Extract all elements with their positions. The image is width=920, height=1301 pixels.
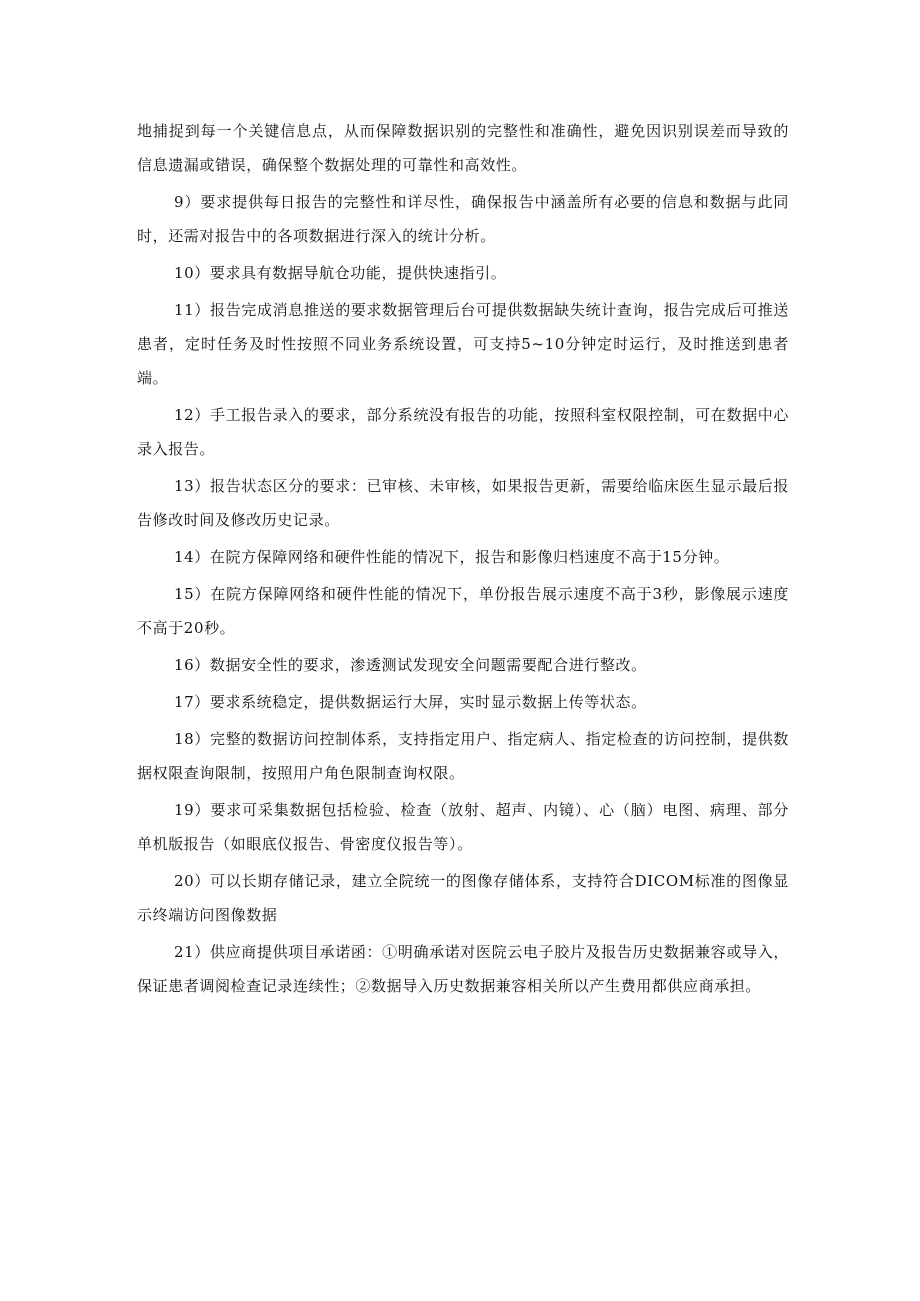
paragraph-item-14: 14）在院方保障网络和硬件性能的情况下，报告和影像归档速度不高于15分钟。 <box>174 548 730 566</box>
document-body <box>137 114 789 1003</box>
paragraph-item-18: 18）完整的数据访问控制体系，支持指定用户、指定病人、指定检查的访问控制，提供数据权限查询限制，按照用户角色限制查询权限。 <box>137 730 789 782</box>
paragraph-item-12: 12）手工报告录入的要求，部分系统没有报告的功能，按照科室权限控制，可在数据中心录入报告。 <box>137 406 789 458</box>
paragraph-item-19: 19）要求可采集数据包括检验、检查（放射、超声、内镜）、心（脑）电图、病理、部分单机版报告（如眼底仪报告、骨密度仪报告等）。 <box>137 801 789 853</box>
paragraph-item-15: 15）在院方保障网络和硬件性能的情况下，单份报告展示速度不高于3秒，影像展示速度不高于20秒。 <box>137 585 789 637</box>
paragraph-item-21: 21）供应商提供项目承诺函：①明确承诺对医院云电子胶片及报告历史数据兼容或导入，保证患者调阅检查记录连续性；②数据导入历史数据兼容相关所以产生费用都供应商承担。 <box>137 943 789 995</box>
paragraph-item-20: 20）可以长期存储记录，建立全院统一的图像存储体系，支持符合DICOM标准的图像显示终端访问图像数据 <box>137 872 789 924</box>
paragraph-item-16: 16）数据安全性的要求，渗透测试发现安全问题需要配合进行整改。 <box>174 656 647 674</box>
paragraph-item-9: 9）要求提供每日报告的完整性和详尽性，确保报告中涵盖所有必要的信息和数据与此同时，还需对报告中的各项数据进行深入的统计分析。 <box>137 193 789 245</box>
paragraph-item-10: 10）要求具有数据导航仓功能，提供快速指引。 <box>174 264 507 282</box>
paragraph-item-11: 11）报告完成消息推送的要求数据管理后台可提供数据缺失统计查询，报告完成后可推送患者，定时任务及时性按照不同业务系统设置，可支持5~10分钟定时运行，及时推送到患者端。 <box>137 301 789 387</box>
paragraph-continuation: 地捕捉到每一个关键信息点，从而保障数据识别的完整性和准确性，避免因识别误差而导致的信息遗漏或错误，确保整个数据处理的可靠性和高效性。 <box>137 122 789 174</box>
paragraph-item-17: 17）要求系统稳定，提供数据运行大屏，实时显示数据上传等状态。 <box>174 693 647 711</box>
paragraph-item-13: 13）报告状态区分的要求：已审核、未审核，如果报告更新，需要给临床医生显示最后报告修改时间及修改历史记录。 <box>137 477 789 529</box>
